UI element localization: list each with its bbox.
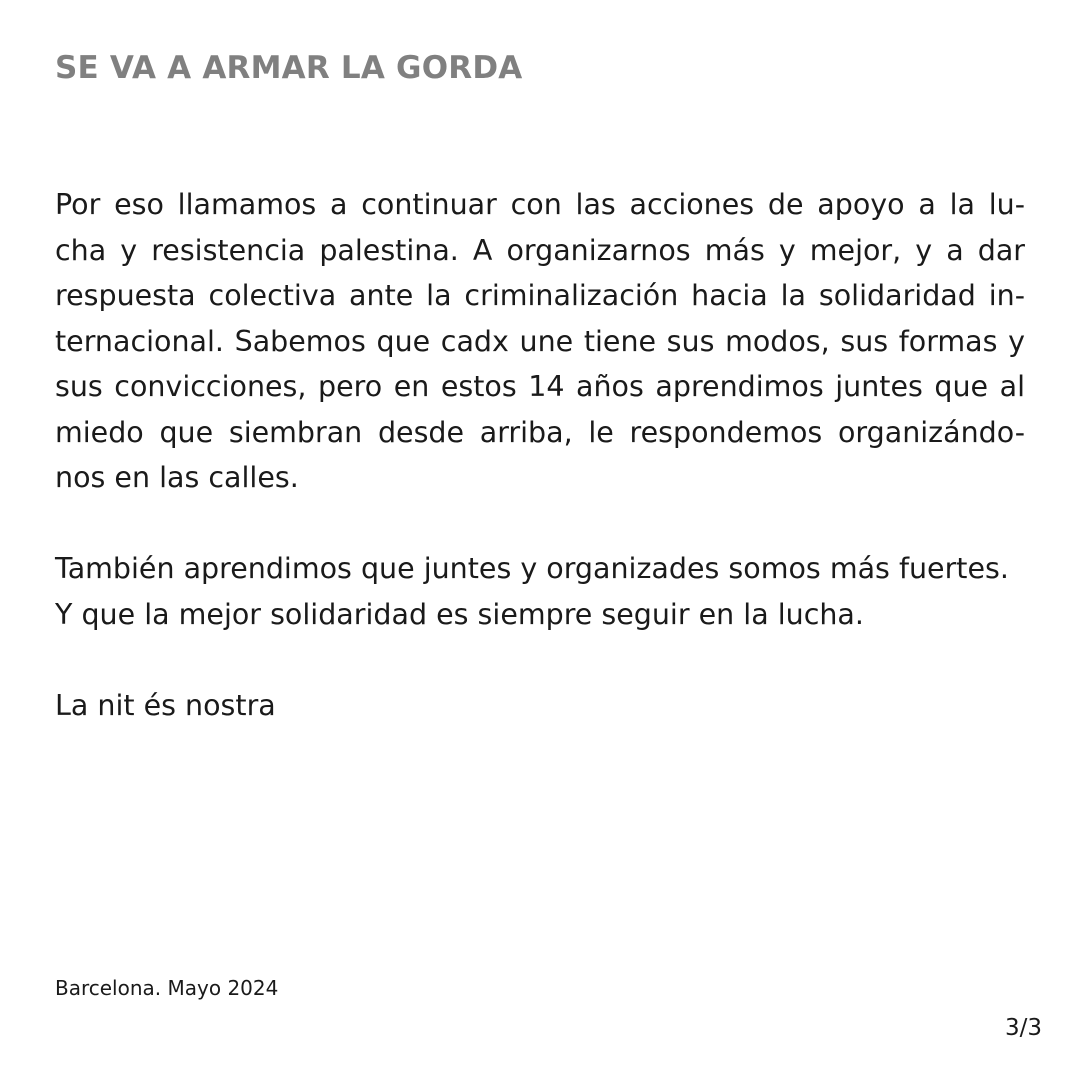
text-line: sus convicciones, pero en estos 14 años aprendimos juntes que al	[55, 370, 1025, 403]
text-line: También aprendimos que juntes y organizades somos más fuertes.	[55, 552, 1009, 585]
text-line: miedo que siembran desde arriba, le respondemos organizándo-	[55, 415, 1025, 449]
page-number: 3/3	[1004, 1015, 1042, 1041]
text-line: Y que la mejor solidaridad es siempre seguir en la lucha.	[55, 597, 864, 631]
page-title: SE VA A ARMAR LA GORDA	[55, 50, 523, 86]
paragraph-2	[55, 546, 1025, 637]
text-line: cha y resistencia palestina. A organizarnos más y mejor, y a dar	[55, 233, 1025, 267]
paragraph-1	[55, 182, 1025, 501]
text-line: respuesta colectiva ante la criminalización hacia la solidaridad in-	[55, 279, 1025, 312]
place-date: Barcelona. Mayo 2024	[55, 976, 279, 1000]
text-line: ternacional. Sabemos que cadx une tiene sus modos, sus formas y	[55, 324, 1025, 358]
text-line: La nit és nostra	[55, 688, 276, 722]
body-text	[55, 182, 1025, 774]
text-line: nos en las calles.	[55, 461, 299, 494]
text-line: Por eso llamamos a continuar con las acciones de apoyo a la lu-	[55, 188, 1025, 221]
paragraph-3	[55, 683, 1025, 729]
